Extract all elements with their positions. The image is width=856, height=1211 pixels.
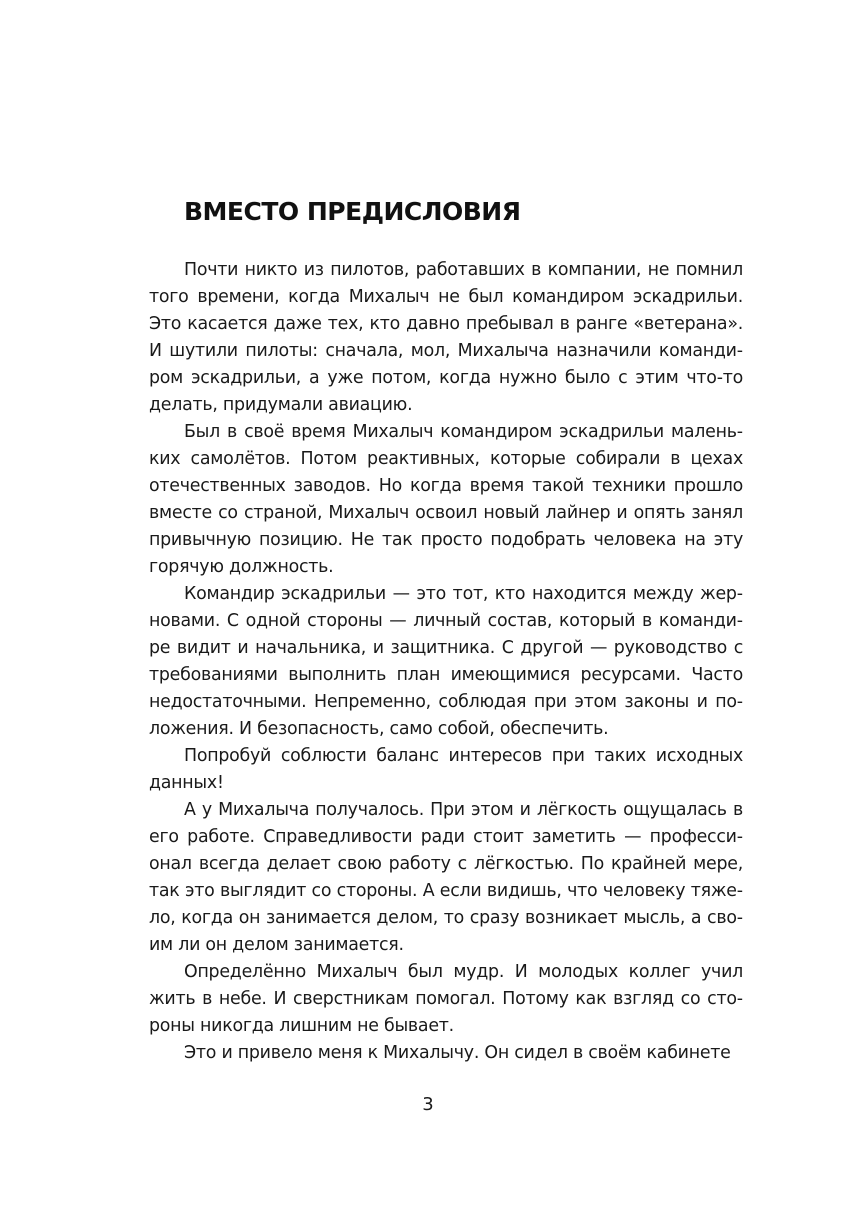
paragraph-5: А у Михалыча получалось. При этом и лёгкость ощущалась в его работе. Справедливости ради стоит заметить — профессионал всегда делает свою работу с лёгкостью. По крайней мере, так это выглядит со стороны. А если видишь, что человеку тяжело, когда он занимается делом, то сразу возникает мысль, а своим ли он делом занимается. bbox=[149, 800, 743, 955]
paragraph-7: Это и привело меня к Михалычу. Он сидел в своём кабинете bbox=[184, 1043, 731, 1063]
page-number: 3 bbox=[422, 1094, 434, 1115]
chapter-title: ВМЕСТО ПРЕДИСЛОВИЯ bbox=[184, 197, 521, 226]
paragraph-4: Попробуй соблюсти баланс интересов при таких исходных данных! bbox=[149, 746, 743, 793]
body-text bbox=[149, 257, 743, 1067]
paragraph-2: Был в своё время Михалыч командиром эскадрильи маленьких самолётов. Потом реактивных, которые собирали в цехах отечественных заводов. Но когда время такой техники прошло вместе со страной, Михалыч освоил новый лайнер и опять занял привычную позицию. Не так просто подобрать человека на эту горячую должность. bbox=[149, 422, 743, 577]
paragraph-3: Командир эскадрильи — это тот, кто находится между жерновами. С одной стороны — личный состав, который в командире видит и начальника, и защитника. С другой — руководство с требованиями выполнить план имеющимися ресурсами. Часто недостаточными. Непременно, соблюдая при этом законы и положения. И безопасность, само собой, обеспечить. bbox=[149, 584, 743, 739]
paragraph-1: Почти никто из пилотов, работавших в компании, не помнил того времени, когда Михалыч не был командиром эскадрильи. Это касается даже тех, кто давно пребывал в ранге «ветерана». И шутили пилоты: сначала, мол, Михалыча назначили командиром эскадрильи, а уже потом, когда нужно было с этим что-то делать, придумали авиацию. bbox=[149, 260, 743, 415]
paragraph-6: Определённо Михалыч был мудр. И молодых коллег учил жить в небе. И сверстникам помогал. Потому как взгляд со стороны никогда лишним не бывает. bbox=[149, 962, 743, 1036]
